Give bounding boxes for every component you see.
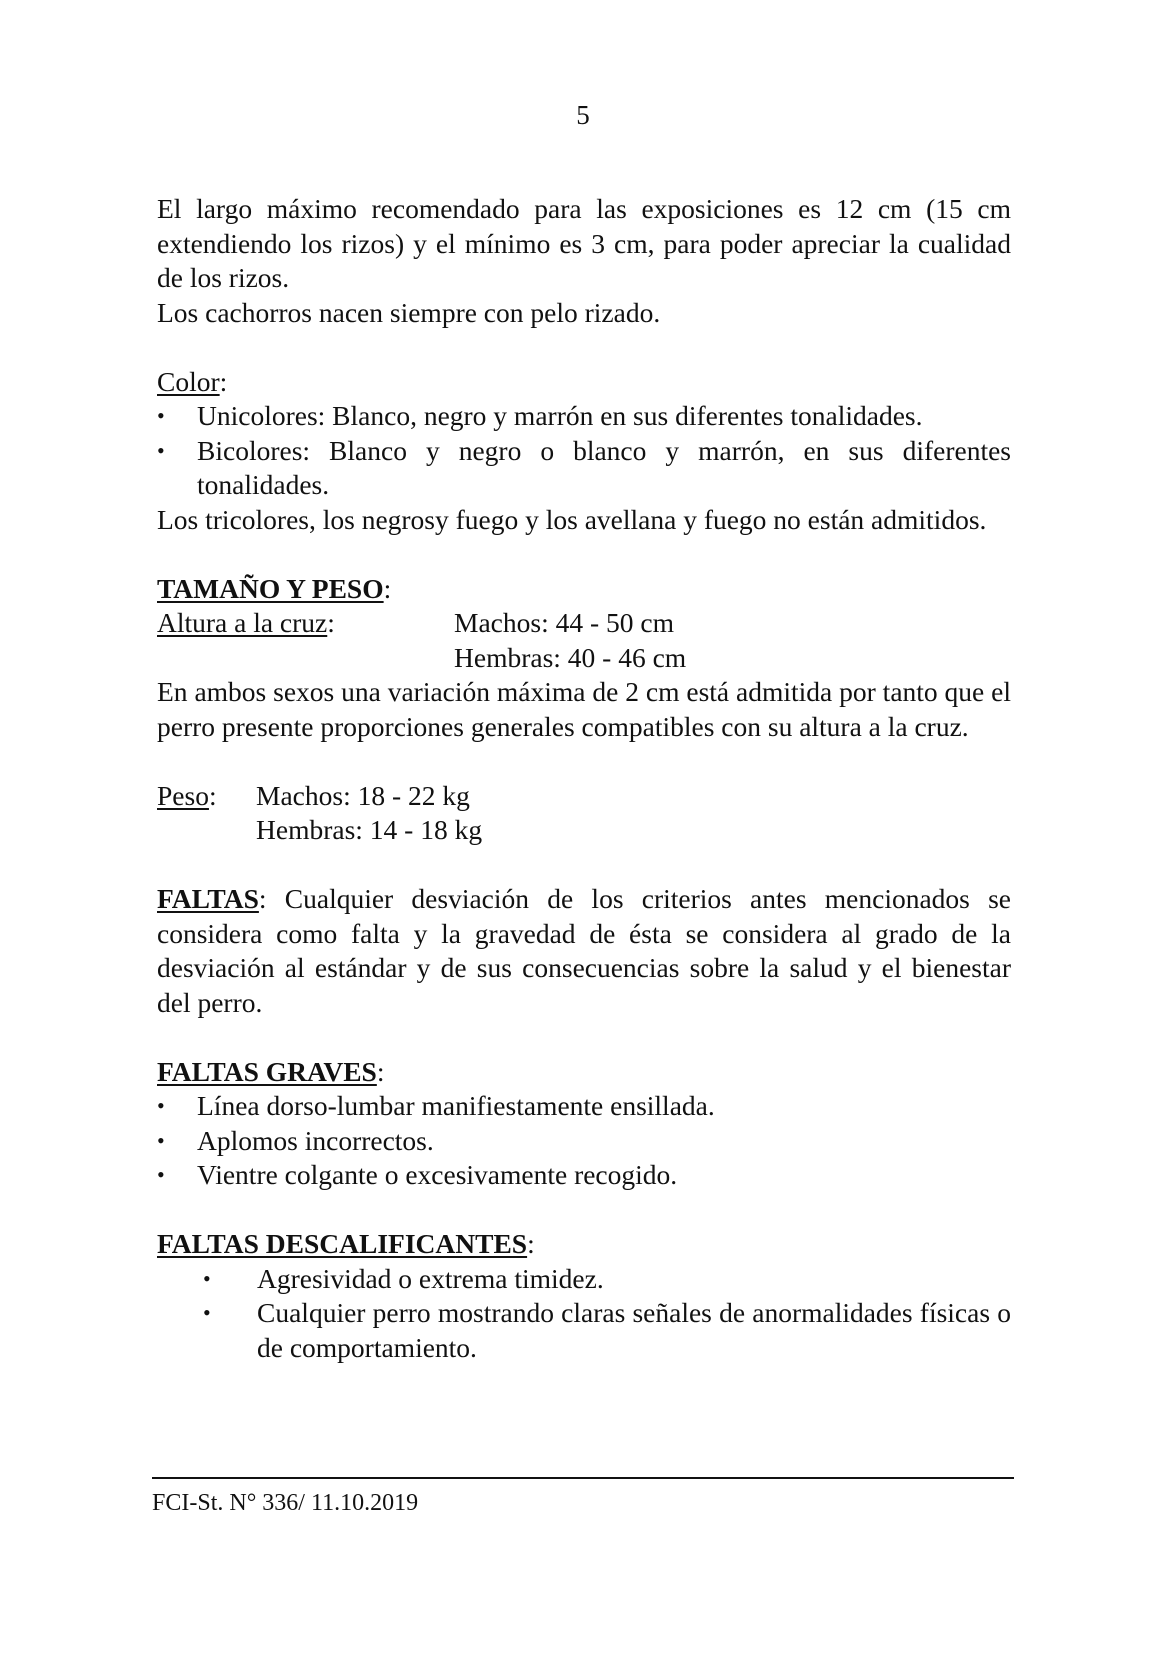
- list-item: • Vientre colgante o excesivamente recogido.: [157, 1158, 1011, 1193]
- faults-paragraph: FALTAS: Cualquier desviación de los criterios antes mencionados se considera como falta y la gravedad de ésta se considera al grado de la desviación al estándar y de sus consecuencias sobre la salud y el bienestar del perro.: [157, 883, 1012, 1018]
- list-item: • Agresividad o extrema timidez.: [157, 1262, 1011, 1297]
- height-females: Hembras: 40 - 46 cm: [454, 641, 687, 673]
- disqualifying-faults-list: [157, 1262, 1011, 1366]
- disqualifying-faults-heading: FALTAS DESCALIFICANTES:: [157, 1228, 535, 1259]
- bullet-icon: •: [157, 437, 165, 463]
- height-males: Machos: 44 - 50 cm: [454, 607, 674, 638]
- color-heading: Color:: [157, 365, 228, 397]
- puppies-paragraph: Los cachorros nacen siempre con pelo rizado.: [157, 296, 661, 328]
- page-number: 5: [576, 100, 590, 130]
- height-label: Altura a la cruz:: [157, 607, 335, 638]
- list-item: • Unicolores: Blanco, negro y marrón en sus diferentes tonalidades.: [157, 399, 1011, 434]
- list-item: • Cualquier perro mostrando claras señales de anormalidades físicas o de comportamiento.: [203, 1297, 1011, 1363]
- color-note-paragraph: Los tricolores, los negrosy fuego y los avellana y fuego no están admitidos.: [157, 503, 987, 535]
- bullet-icon: •: [157, 1127, 165, 1153]
- bullet-icon: •: [203, 1265, 211, 1291]
- weight-label: Peso:: [157, 779, 217, 811]
- document-body: [157, 192, 1011, 1365]
- footer-reference: FCI-St. N° 336/ 11.10.2019: [152, 1490, 419, 1516]
- bullet-icon: •: [157, 1093, 165, 1118]
- size-heading: TAMAÑO Y PESO:: [157, 572, 392, 604]
- height-row-females: [157, 641, 1011, 676]
- bullet-icon: •: [157, 403, 165, 428]
- coat-length-paragraph: El largo máximo recomendado para las exposiciones es 12 cm (15 cm extendiendo los rizos) y el mínimo es 3 cm, para poder apreciar la cualidad de los rizos.: [157, 193, 1011, 293]
- severe-faults-list: [157, 1089, 1011, 1193]
- variation-paragraph: En ambos sexos una variación máxima de 2 cm está admitida por tanto que el perro presente proporciones generales compatibles con su altura a la cruz.: [157, 676, 1011, 742]
- weight-row: [157, 779, 1011, 814]
- list-item: • Aplomos incorrectos.: [157, 1124, 1011, 1159]
- list-item: • Línea dorso-lumbar manifiestamente ensillada.: [157, 1089, 1011, 1124]
- color-list: [157, 399, 1011, 503]
- severe-faults-heading: FALTAS GRAVES:: [157, 1055, 385, 1087]
- bullet-icon: •: [157, 1162, 165, 1187]
- weight-females: Hembras: 14 - 18 kg: [256, 814, 483, 845]
- footer-divider: [152, 1477, 1014, 1479]
- height-row: [157, 606, 1011, 641]
- weight-row-females: [157, 813, 1011, 848]
- faults-heading: FALTAS: [157, 883, 259, 914]
- weight-males: Machos: 18 - 22 kg: [256, 779, 470, 811]
- list-item: • Bicolores: Blanco y negro o blanco y marrón, en sus diferentes tonalidades.: [157, 434, 1011, 500]
- bullet-icon: •: [203, 1300, 211, 1325]
